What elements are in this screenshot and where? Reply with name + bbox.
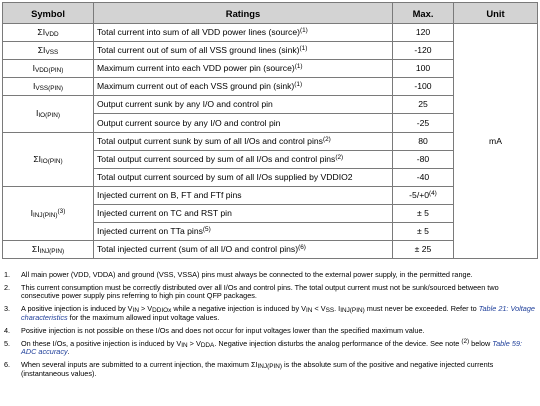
max-cell: 25 xyxy=(393,96,454,114)
rating-text: Total output current sourced by sum of all I/Os supplied by VDDIO2 xyxy=(97,171,353,182)
symbol-subscript: IO(PIN) xyxy=(38,112,61,120)
footnote-ref: (2) xyxy=(335,153,344,161)
rating-cell xyxy=(94,241,393,259)
footnote-2 xyxy=(4,284,536,301)
text-run: When several inputs are submitted to a current injection, the maximum ΣI xyxy=(21,360,258,370)
footnote-number: 5. xyxy=(4,338,11,348)
table-footnotes xyxy=(4,271,536,383)
footnote-number: 3. xyxy=(4,304,11,314)
symbol-cell xyxy=(3,60,94,78)
rating-text: Total injected current (sum of all I/O and control pins) xyxy=(97,244,299,255)
symbol-cell xyxy=(3,132,94,186)
subscript: INJ(PIN) xyxy=(340,307,365,315)
footnote-ref: (1) xyxy=(294,81,303,89)
text-run: > V xyxy=(187,338,201,348)
subscript: IN xyxy=(132,307,139,315)
max-text: -5/+0 xyxy=(409,189,429,200)
rating-text: Maximum current into each VDD power pin (source) xyxy=(97,63,295,74)
max-cell: -80 xyxy=(393,150,454,168)
footnote-5 xyxy=(4,337,536,357)
footnote-text: This current consumption must be correctly distributed over all I/Os and control pins. The total output current must not be sunk/sourced between two consecutive power supply pins referring to high pin count QFP packages. xyxy=(21,282,499,301)
rating-text: Output current sunk by any I/O and control pin xyxy=(97,99,273,110)
rating-cell xyxy=(94,96,393,114)
symbol-text: ΣI xyxy=(33,153,42,164)
symbol-text: I xyxy=(32,81,36,92)
symbol-subscript: VSS(PIN) xyxy=(35,85,64,93)
superscript: (2) xyxy=(461,337,470,345)
symbol-subscript: INJ(PIN) xyxy=(39,248,65,256)
rating-text: Total current out of sum of all VSS ground lines (sink) xyxy=(97,45,300,56)
header-ratings: Ratings xyxy=(94,3,393,24)
rating-cell xyxy=(94,168,393,186)
subscript: IN xyxy=(181,341,188,349)
symbol-cell xyxy=(3,241,94,259)
voltage-characteristics-link[interactable]: Table 21: Voltage characteristics xyxy=(21,304,535,322)
footnote-number: 6. xyxy=(4,360,11,370)
rating-text: Total output current sourced by sum of all I/Os and control pins xyxy=(97,153,336,164)
symbol-subscript: VDD(PIN) xyxy=(34,67,64,75)
max-cell: 80 xyxy=(393,132,454,150)
footnote-ref: (3) xyxy=(57,207,66,215)
symbol-subscript: VDD xyxy=(45,31,59,39)
footnote-ref: (4) xyxy=(429,189,437,197)
symbol-text: I xyxy=(32,63,35,74)
max-cell: -40 xyxy=(393,168,454,186)
symbol-cell xyxy=(3,42,94,60)
rating-text: Injected current on TC and RST pin xyxy=(97,207,232,218)
rating-cell xyxy=(94,114,393,132)
rating-cell xyxy=(94,150,393,168)
rating-text: Injected current on B, FT and FTf pins xyxy=(97,189,242,200)
max-cell: ± 5 xyxy=(393,223,454,241)
footnote-ref: (2) xyxy=(322,135,331,143)
rating-cell xyxy=(94,204,393,222)
header-max: Max. xyxy=(393,3,454,24)
rating-cell xyxy=(94,223,393,241)
max-cell: 120 xyxy=(393,24,454,42)
subscript: DDA xyxy=(200,341,215,349)
footnote-text xyxy=(21,339,522,357)
symbol-cell xyxy=(3,186,94,240)
text-run: . xyxy=(67,347,70,357)
header-unit: Unit xyxy=(454,3,538,24)
footnote-text: All main power (VDD, VDDA) and ground (VSS, VSSA) pins must always be connected to the external power supply, in the permitted range. xyxy=(21,270,473,279)
text-run: > V xyxy=(138,304,153,314)
symbol-cell xyxy=(3,78,94,96)
text-run: A positive injection is induced by V xyxy=(21,304,133,314)
rating-text: Maximum current out of each VSS ground pin (sink) xyxy=(97,81,295,92)
max-cell: -120 xyxy=(393,42,454,60)
rating-text: Total current into sum of all VDD power lines (source) xyxy=(97,27,300,38)
text-run: while a negative injection is induced by V xyxy=(171,304,306,314)
symbol-subscript: VSS xyxy=(45,49,59,57)
max-cell: ± 25 xyxy=(393,241,454,259)
text-run: On these I/Os, a positive injection is induced by V xyxy=(21,338,182,348)
footnote-3 xyxy=(4,305,536,322)
table-row xyxy=(3,24,538,42)
footnote-6 xyxy=(4,361,536,378)
footnote-4 xyxy=(4,327,536,336)
header-symbol: Symbol xyxy=(3,3,94,24)
footnote-text xyxy=(21,304,535,322)
unit-cell: mA xyxy=(454,24,538,259)
subscript: DDIOx xyxy=(152,307,172,315)
rating-text: Output current source by any I/O and control pin xyxy=(97,117,281,128)
footnote-number: 4. xyxy=(4,325,11,335)
symbol-cell xyxy=(3,96,94,132)
footnote-ref: (1) xyxy=(299,45,308,53)
rating-cell xyxy=(94,24,393,42)
subscript: INJ(PIN) xyxy=(257,363,282,371)
text-run: . Negative injection disturbs the analog performance of the device. See note xyxy=(214,338,462,348)
rating-cell xyxy=(94,186,393,204)
max-cell: -100 xyxy=(393,78,454,96)
text-run: for the maximum allowed input voltage values. xyxy=(67,312,220,322)
symbol-text: I xyxy=(35,108,39,119)
text-run: is the absolute sum of the positive and negative injected currents (instantaneous values). xyxy=(21,360,494,378)
symbol-subscript: INJ(PIN) xyxy=(33,211,58,219)
rating-text: Total output current sunk by sum of all I/Os and control pins xyxy=(97,135,323,146)
text-run: must never be exceeded. Refer to xyxy=(364,304,479,314)
rating-cell xyxy=(94,78,393,96)
footnote-1 xyxy=(4,271,536,280)
symbol-text: ΣI xyxy=(37,27,46,38)
rating-cell xyxy=(94,60,393,78)
footnote-ref: (1) xyxy=(300,27,308,35)
footnote-text: Positive injection is not possible on these I/Os and does not occur for input voltages lower than the specified maximum value. xyxy=(21,325,425,335)
symbol-text: ΣI xyxy=(37,45,46,56)
text-run: < V xyxy=(312,304,326,314)
adc-accuracy-link[interactable]: Table 59: ADC accuracy xyxy=(21,338,523,357)
text-run: . I xyxy=(334,304,341,314)
footnote-ref: (1) xyxy=(294,63,303,71)
footnote-ref: (6) xyxy=(298,244,306,252)
rating-cell xyxy=(94,42,393,60)
max-cell: -25 xyxy=(393,114,454,132)
symbol-text: I xyxy=(30,207,34,218)
symbol-subscript: IO(PIN) xyxy=(41,157,63,165)
subscript: IN xyxy=(306,307,313,315)
symbol-text: ΣI xyxy=(31,244,40,255)
max-cell: ± 5 xyxy=(393,204,454,222)
max-cell: 100 xyxy=(393,60,454,78)
table-header-row xyxy=(3,3,538,24)
text-run: below xyxy=(469,338,493,348)
footnote-number: 2. xyxy=(4,282,11,292)
footnote-ref: (5) xyxy=(202,226,211,234)
rating-text: Injected current on TTa pins xyxy=(97,226,203,237)
current-ratings-table xyxy=(2,2,538,259)
footnote-number: 1. xyxy=(4,270,11,279)
max-cell xyxy=(393,186,454,204)
subscript: SS xyxy=(325,307,335,315)
rating-cell xyxy=(94,132,393,150)
symbol-cell xyxy=(3,24,94,42)
footnote-text xyxy=(21,360,493,378)
